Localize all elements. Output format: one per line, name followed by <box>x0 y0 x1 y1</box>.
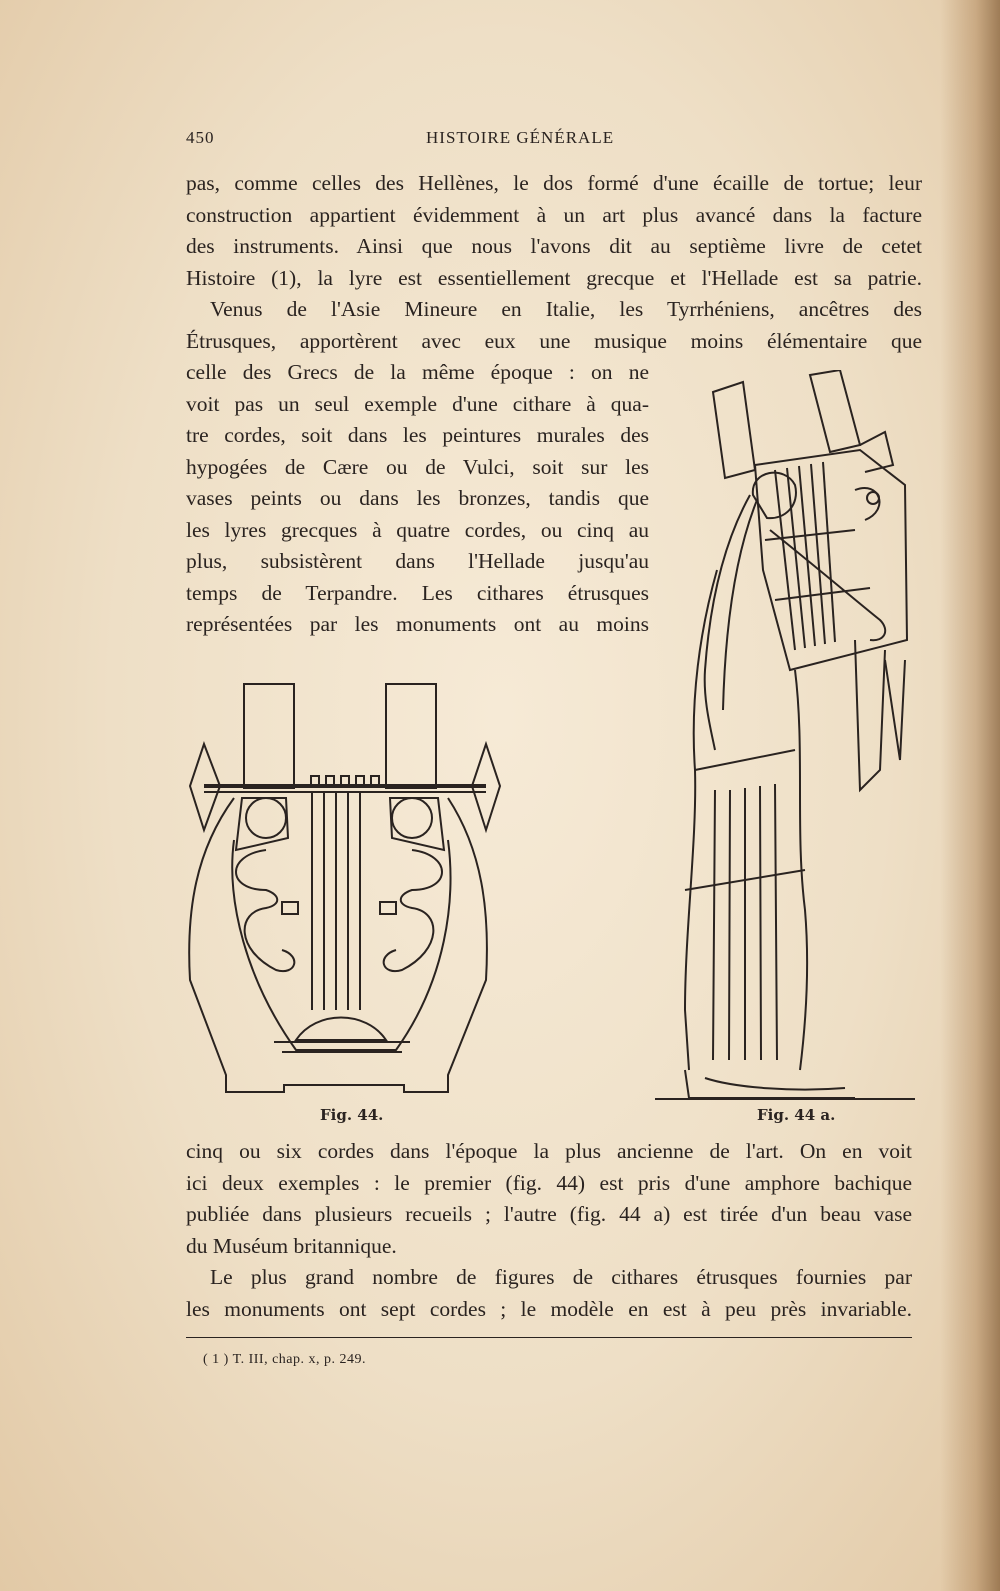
text-line: les monuments ont sept cordes ; le modèle en est à peu près invariable. <box>186 1296 912 1321</box>
text-line: représentées par les monuments ont au moins <box>186 612 649 636</box>
paragraph-3 <box>186 1136 912 1262</box>
lyre-illustration <box>186 680 506 1100</box>
text-line: du Muséum britannique. <box>186 1233 397 1258</box>
paragraph-4 <box>186 1262 912 1325</box>
footnote: ( 1 ) T. III, chap. x, p. 249. <box>203 1352 366 1367</box>
musician-with-cithara-illustration <box>655 370 930 1100</box>
text-line: les lyres grecques à quatre cordes, ou cinq au <box>186 517 649 542</box>
page-number: 450 <box>186 128 215 147</box>
text-line: Le plus grand nombre de figures de cithares étrusques fournies par <box>210 1265 912 1289</box>
text-line: Venus de l'Asie Mineure en Italie, les Tyrrhéniens, ancêtres des <box>210 297 922 321</box>
fig44-caption: Fig. 44. <box>320 1106 384 1124</box>
text-line: publiée dans plusieurs recueils ; l'autre (fig. 44 a) est tirée d'un beau vase <box>186 1202 912 1226</box>
text-line: Histoire (1), la lyre est essentiellement grecque et l'Hellade est sa patrie. <box>186 265 922 290</box>
text-line: tre cordes, soit dans les peintures murales des <box>186 423 649 447</box>
running-header <box>186 128 926 154</box>
footnote-rule <box>186 1337 912 1338</box>
text-line: voit pas un seul exemple d'une cithare à qua- <box>186 391 649 416</box>
text-line: construction appartient évidemment à un art plus avancé dans la facture <box>186 202 922 227</box>
fig44a-caption: Fig. 44 a. <box>757 1106 836 1124</box>
wrapped-text <box>186 357 649 641</box>
paragraph-1 <box>186 168 922 294</box>
text-line: temps de Terpandre. Les cithares étrusques <box>186 580 649 605</box>
text-line: ici deux exemples : le premier (fig. 44) est pris d'une amphore bachique <box>186 1170 912 1195</box>
text-line: plus, subsistèrent dans l'Hellade jusqu'au <box>186 549 649 573</box>
text-line: cinq ou six cordes dans l'époque la plus ancienne de l'art. On en voit <box>186 1139 912 1163</box>
text-line: Étrusques, apportèrent avec eux une musique moins élémentaire que <box>186 328 922 353</box>
text-line: pas, comme celles des Hellènes, le dos formé d'une écaille de tortue; leur <box>186 171 922 195</box>
text-line: vases peints ou dans les bronzes, tandis que <box>186 486 649 510</box>
text-line: des instruments. Ainsi que nous l'avons dit au septième livre de cetet <box>186 234 922 258</box>
text-line: celle des Grecs de la même époque : on ne <box>186 360 649 384</box>
running-title: HISTOIRE GÉNÉRALE <box>426 128 615 147</box>
text-line: hypogées de Cære ou de Vulci, soit sur les <box>186 454 649 479</box>
page-edge-shadow <box>940 0 1000 1591</box>
